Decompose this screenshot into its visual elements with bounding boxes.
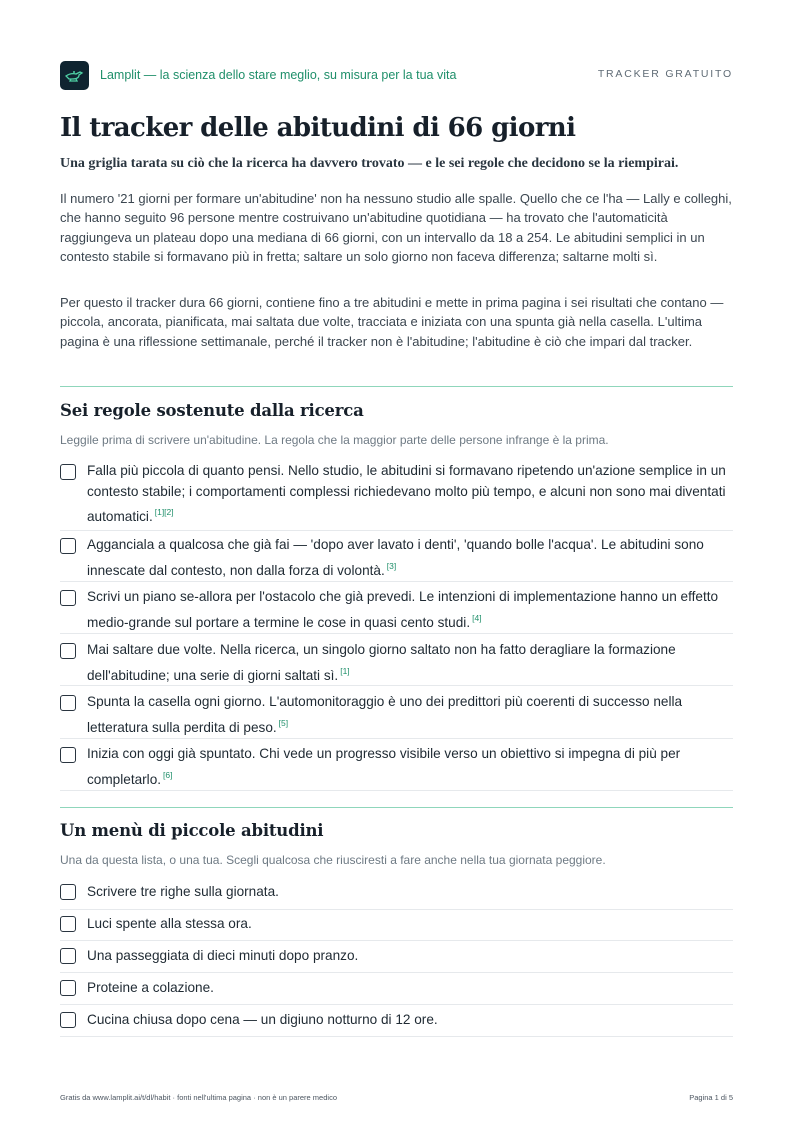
habit-checkbox[interactable] [60, 884, 76, 900]
tracker-tag: TRACKER GRATUITO [597, 68, 733, 80]
section-divider [60, 386, 733, 387]
rule-checkbox[interactable] [60, 590, 76, 606]
section-divider [60, 807, 733, 808]
rule-text: Scrivi un piano se-allora per l'ostacolo che già prevedi. Le intenzioni di implementazione hanno un effetto medio-grande sul portare a termine le cose in quasi cento studi. [87, 589, 719, 630]
habit-option [60, 914, 733, 941]
habit-option [60, 978, 733, 1005]
citation-ref: [1][2] [154, 507, 174, 517]
lamp-icon [64, 68, 85, 83]
habit-checkbox[interactable] [60, 980, 76, 996]
footer-source: Gratis da www.lamplit.ai/t/dl/habit · fonti nell'ultima pagina · non è un parere medico [60, 1093, 337, 1102]
rule-item [60, 587, 733, 634]
page-subtitle: Una griglia tarata su ciò che la ricerca ha davvero trovato — e le sei regole che decidono se la riempirai. [60, 156, 679, 171]
rule-item [60, 692, 733, 739]
rule-checkbox[interactable] [60, 538, 76, 554]
rule-text: Agganciala a qualcosa che già fai — 'dopo aver lavato i denti', 'quando bolle l'acqua'. Le abitudini sono innescate dal contesto, non dalla forza di volontà. [87, 537, 704, 578]
rule-text: Falla più piccola di quanto pensi. Nello studio, le abitudini si formavano ripetendo un'azione semplice in un contesto stabile; i comportamenti complessi richiedevano molto più tempo, e alcuni non sono mai diventati automatici. [87, 463, 726, 524]
header [60, 60, 733, 90]
rule-text: Mai saltare due volte. Nella ricerca, un singolo giorno saltato non ha fatto deragliare la formazione dell'abitudine; una serie di giorni saltati sì. [87, 642, 676, 683]
rule-text: Spunta la casella ogni giorno. L'automonitoraggio è uno dei predittori più coerenti di successo nella letteratura sulla perdita di peso. [87, 694, 683, 735]
page-number: Pagina 1 di 5 [689, 1093, 733, 1102]
rule-checkbox[interactable] [60, 747, 76, 763]
citation-ref: [1] [340, 665, 350, 676]
rules-heading: Sei regole sostenute dalla ricerca [60, 401, 364, 420]
citation-ref: [4] [472, 612, 482, 623]
brand-tagline: Lamplit — la scienza dello stare meglio, su misura per la tua vita [100, 68, 457, 82]
habit-checkbox[interactable] [60, 1012, 76, 1028]
citation-ref: [6] [163, 769, 173, 780]
habit-option [60, 1010, 733, 1037]
habit-text: Cucina chiusa dopo cena — un digiuno notturno di 12 ore. [87, 1012, 438, 1027]
intro-paragraph-2: Per questo il tracker dura 66 giorni, contiene fino a tre abitudini e mette in prima pagina i sei risultati che contano — piccola, ancorata, pianificata, mai saltata due volte, tracciata e iniziata con una spunta già nella casella. L'ultima pagina è una riflessione settimanale, perché il tracker non è l'abitudine; l'abitudine è ciò che impari dal tracker. [60, 295, 724, 349]
page-title: Il tracker delle abitudini di 66 giorni [60, 113, 576, 143]
rule-checkbox[interactable] [60, 643, 76, 659]
rule-item [60, 461, 733, 531]
habit-option [60, 882, 733, 910]
rule-text: Inizia con oggi già spuntato. Chi vede un progresso visibile verso un obiettivo si impegna di più per completarlo. [87, 746, 681, 787]
intro-paragraph-1: Il numero '21 giorni per formare un'abitudine' non ha nessuno studio alle spalle. Quello che ce l'ha — Lally e colleghi, che hanno seguito 96 persone mentre costruivano un'abitudine quotidiana — ha trovato che l'automaticità raggiungeva un plateau dopo una mediana di 66 giorni, con un intervallo da 18 a 254. Le abitudini semplici in un contesto stabile si formavano più in fretta; saltare un solo giorno non faceva differenza; saltarne molti sì. [60, 191, 732, 265]
rule-item [60, 535, 733, 582]
citation-ref: [3] [386, 560, 397, 571]
citation-ref: [5] [278, 717, 289, 728]
rule-item [60, 640, 733, 686]
habit-text: Luci spente alla stessa ora. [87, 916, 252, 931]
rules-intro: Leggile prima di scrivere un'abitudine. La regola che la maggior parte delle persone infrange è la prima. [60, 433, 609, 447]
habit-text: Scrivere tre righe sulla giornata. [87, 884, 279, 899]
rule-checkbox[interactable] [60, 695, 76, 711]
habit-text: Proteine a colazione. [87, 980, 214, 995]
menu-intro: Una da questa lista, o una tua. Scegli qualcosa che riusciresti a fare anche nella tua giornata peggiore. [60, 853, 606, 867]
habit-text: Una passeggiata di dieci minuti dopo pranzo. [87, 948, 359, 963]
habit-checkbox[interactable] [60, 948, 76, 964]
habit-checkbox[interactable] [60, 916, 76, 932]
rule-checkbox[interactable] [60, 464, 76, 480]
rule-item [60, 744, 733, 791]
menu-heading: Un menù di piccole abitudini [60, 821, 324, 840]
logo [60, 61, 89, 90]
habit-option [60, 946, 733, 973]
